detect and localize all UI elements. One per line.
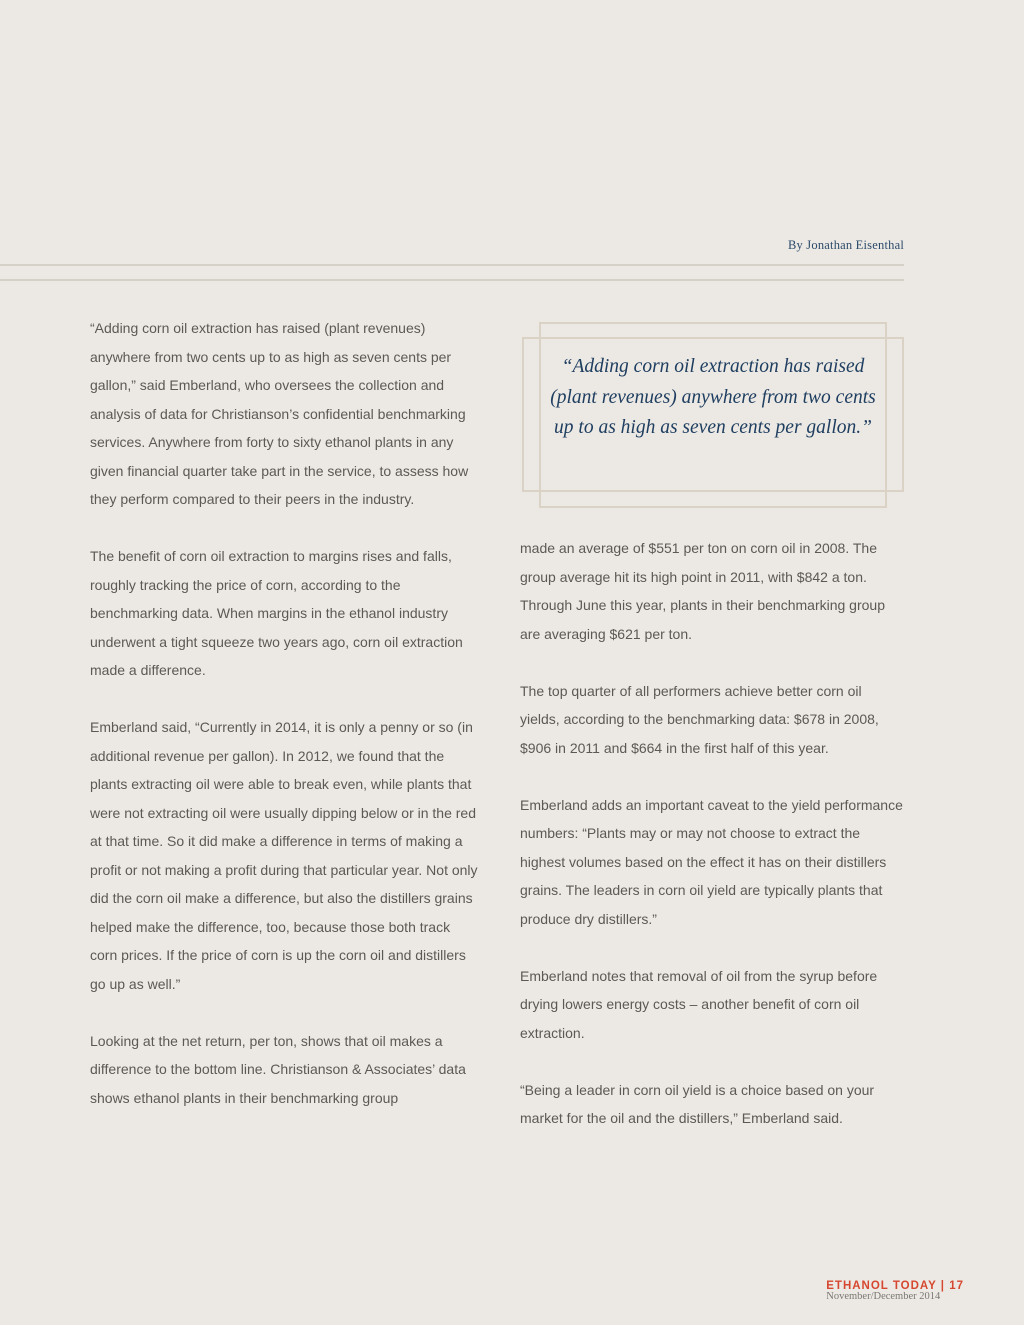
article-paragraph: Emberland adds an important caveat to the yield performance numbers: “Plants may or may not choose to extract the highest volumes based on the effect it has on their distillers grains. The leaders in corn oil yield are typically plants that produce dry distillers.” bbox=[520, 796, 903, 927]
article-left-column bbox=[90, 314, 478, 1141]
header-rule-bottom bbox=[0, 279, 904, 281]
footer-brand-page-number: ETHANOL TODAY | 17 bbox=[826, 1280, 964, 1292]
article-paragraph: Emberland said, “Currently in 2014, it is only a penny or so (in additional revenue per gallon). In 2012, we found that the plants extracting oil were able to break even, while plants that were not extracting oil were usually dipping below or in the red at that time. So it did make a difference in terms of making a profit or not making a profit during that particular year. Not only did the corn oil make a difference, but also the distillers grains helped make the difference, too, because those both track corn prices. If the price of corn is up the corn oil and distillers go up as well.” bbox=[90, 719, 478, 992]
article-paragraph: Emberland notes that removal of oil from the syrup before drying lowers energy costs – another benefit of corn oil extraction. bbox=[520, 967, 878, 1041]
article-paragraph: Looking at the net return, per ton, shows that oil makes a difference to the bottom line. Christianson & Associates’ data shows ethanol plants in their benchmarking group bbox=[90, 1032, 466, 1106]
article-paragraph: “Being a leader in corn oil yield is a choice based on your market for the oil and the distillers,” Emberland said. bbox=[520, 1081, 875, 1126]
footer-issue-date: November/December 2014 bbox=[826, 1291, 941, 1302]
byline: By Jonathan Eisenthal bbox=[788, 238, 904, 252]
article-right-column bbox=[520, 534, 904, 1161]
article-paragraph: The benefit of corn oil extraction to margins rises and falls, roughly tracking the price of corn, according to the benchmarking data. When margins in the ethanol industry underwent a tight squeeze two years ago, corn oil extraction made a difference. bbox=[90, 548, 463, 678]
pull-quote-text: “Adding corn oil extraction has raised (plant revenues) anywhere from two cents up to as high as seven cents per gallon.” bbox=[550, 356, 876, 438]
article-paragraph: The top quarter of all performers achieve better corn oil yields, according to the benchmarking data: $678 in 2008, $906 in 2011 and $664 in the first half of this year. bbox=[520, 682, 879, 756]
article-paragraph: “Adding corn oil extraction has raised (plant revenues) anywhere from two cents up to as high as seven cents per gallon,” said Emberland, who oversees the collection and analysis of data for Christianson’s confidential benchmarking services. Anywhere from forty to sixty ethanol plants in any given financial quarter take part in the service, to assess how they perform compared to their peers in the industry. bbox=[90, 320, 469, 507]
page-footer bbox=[826, 1280, 964, 1302]
header-rule-top bbox=[0, 264, 904, 266]
article-paragraph: made an average of $551 per ton on corn oil in 2008. The group average hit its high point in 2011, with $842 a ton. Through June this year, plants in their benchmarking group are averaging $621 per ton. bbox=[520, 540, 885, 642]
pull-quote bbox=[522, 322, 904, 508]
